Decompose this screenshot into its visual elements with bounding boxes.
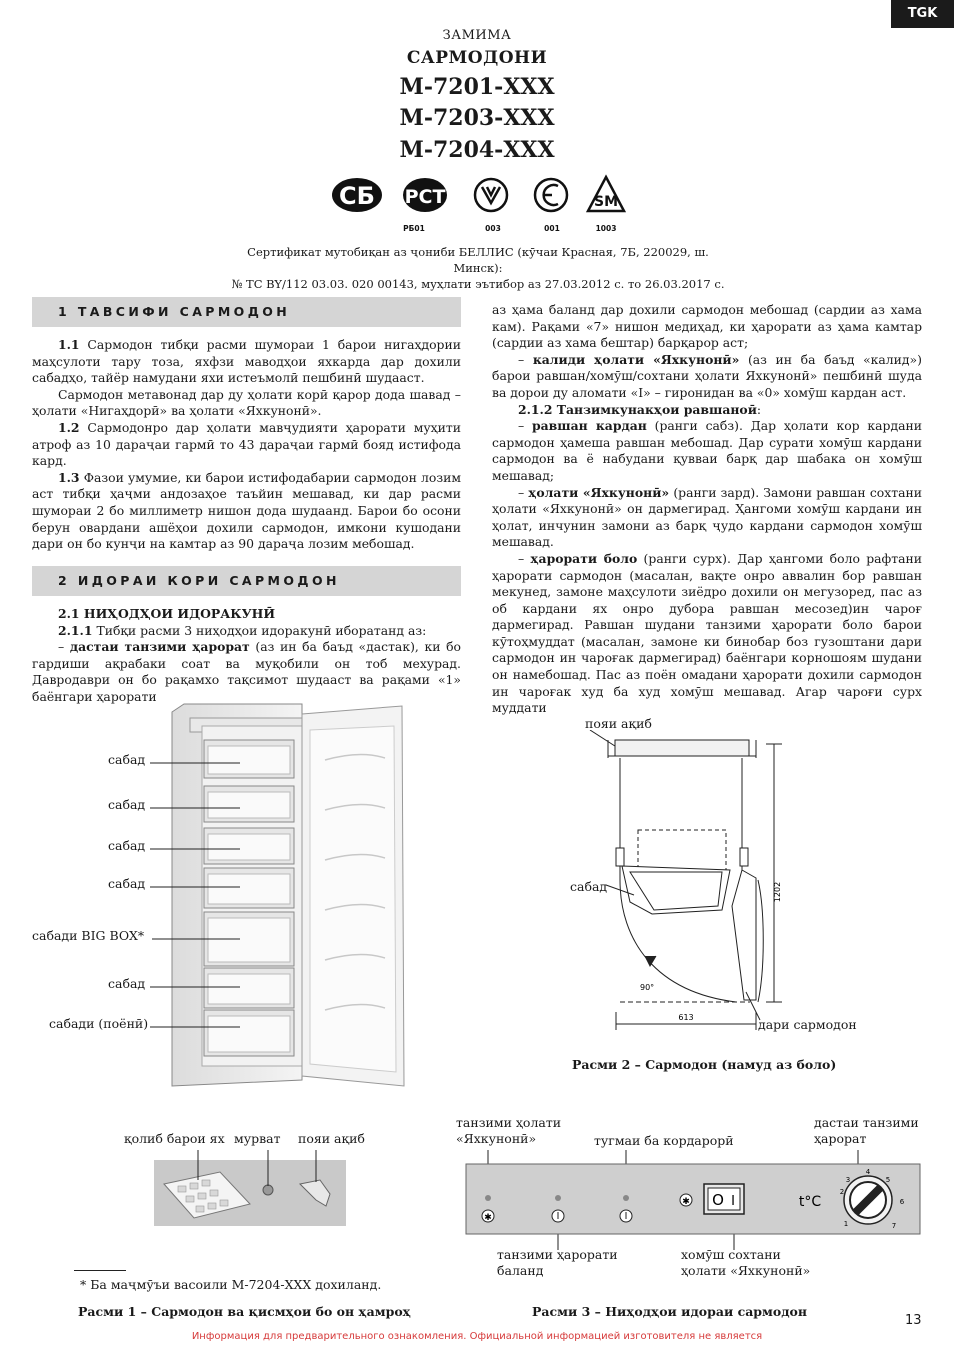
svg-text:O: O xyxy=(712,1191,724,1209)
model-2: М-7203-ХХХ xyxy=(399,105,555,131)
svg-text:I: I xyxy=(731,1194,735,1209)
accessories-illustration xyxy=(150,1150,350,1230)
svg-text:SM: SM xyxy=(593,194,619,210)
fig1-label-bottom-basket: сабади (поёнӣ) xyxy=(49,1016,149,1031)
sm-mark xyxy=(588,177,624,211)
paragraph: 2.1.1 Тибқи расми 3 ниҳодҳои идоракунӣ иборатанд аз: xyxy=(58,622,427,638)
top-view-drawing xyxy=(570,730,810,1030)
svg-text:5: 5 xyxy=(885,1176,891,1184)
svg-text:6: 6 xyxy=(899,1198,905,1206)
fig1-label-basket-4: сабад xyxy=(108,876,146,891)
figure-1-caption: Расми 1 – Сармодон ва қисмҳои бо он ҳамроҳ xyxy=(78,1304,411,1319)
fig1-label-nut: мурват xyxy=(234,1131,281,1146)
figure-3-caption: Расми 3 – Ниҳодҳои идораи сармодон xyxy=(532,1304,808,1319)
freezer-illustration xyxy=(150,700,410,1090)
fig3-label-high-temp: танзими ҳарорати баланд xyxy=(497,1247,618,1278)
product-title: САРМОДОНИ xyxy=(406,48,548,68)
footnote: * Ба маҷмӯъи васоили М-7204-ХХХ дохиланд. xyxy=(80,1277,382,1292)
subsection-heading: 2.1.2 Танзимкунакҳои равшаноӣ: xyxy=(518,401,762,417)
nut-icon xyxy=(263,1185,273,1195)
svg-text:РСТ: РСТ xyxy=(404,186,446,208)
fig1-label-ice-tray: қолиб барои ях xyxy=(124,1131,225,1146)
fig1-label-basket-3: сабад xyxy=(108,838,146,853)
right-column-body xyxy=(492,302,922,717)
bullet-item: – равшан кардан (ранги сабз). Дар ҳолати кор кардани сармодон ҳамеша равшан мебошад. Дар сурати хомӯш кардани сармодон ва ё набудани қувваи барқ дар шабака он хомӯш мешавад; xyxy=(492,418,922,483)
logo-code-3: 001 xyxy=(544,224,560,233)
appendix-label: ЗАМИМА xyxy=(442,28,512,43)
svg-text:СБ: СБ xyxy=(339,182,375,210)
svg-text:✱: ✱ xyxy=(484,1213,492,1223)
svg-text:7: 7 xyxy=(891,1222,897,1230)
page-number: 13 xyxy=(905,1313,922,1328)
fig2-dim-width: 613 xyxy=(678,1013,694,1022)
language-tag: TGK xyxy=(891,0,954,28)
section-1-title: 1 ТАВСИФИ САРМОДОН xyxy=(32,297,461,327)
fig1-label-basket-2: сабад xyxy=(108,797,146,812)
logo-code-2: 003 xyxy=(485,224,501,233)
paragraph: Сармодон метавонад дар ду ҳолати корӣ қарор дода шавад – ҳолати «Нигаҳдорӣ» ва ҳолати «Яхкунонӣ». xyxy=(32,386,461,419)
footer-disclaimer: Информация для предварительного ознакомления. Официальной информацией изготовителя не является xyxy=(191,1331,763,1342)
model-3: М-7204-ХХХ xyxy=(399,137,555,163)
certificate-line-2: № ТС BY/112 03.03. 020 00143, муҳлати эътибор аз 27.03.2012 с. то 26.03.2017 с. xyxy=(231,277,725,291)
fig3-label-thermostat-handle: дастаи танзими ҳарорат xyxy=(814,1115,919,1146)
eac-mark-001 xyxy=(535,179,567,211)
temperature-symbol: t°C xyxy=(798,1194,822,1210)
fig2-label-back-leg: пояи ақиб xyxy=(585,716,652,731)
certification-logos xyxy=(330,173,630,233)
fig1-label-basket-1: сабад xyxy=(108,752,146,767)
section-2-title: 2 ИДОРАИ КОРИ САРМОДОН xyxy=(32,566,461,596)
bullet-item: – дастаи танзими ҳарорат (аз ин ба баъд «дастак), ки бо гардиши ақрабаки соат ва муқобили он тоб мехурад. Давродаври он бо рақамхо тақсимот шудааст ва рақами «1» баёнгари ҳарорати xyxy=(32,639,461,704)
eac-mark-003 xyxy=(475,179,507,211)
fig3-label-freeze-mode: танзими ҳолати «Яхкунонӣ» xyxy=(456,1115,562,1146)
section-2-body xyxy=(32,606,461,706)
fig1-label-back-leg: пояи ақиб xyxy=(298,1131,365,1146)
model-1: М-7201-ХХХ xyxy=(399,74,555,100)
footnote-rule xyxy=(74,1270,126,1271)
fig3-label-power: тугмаи ба кордарорӣ xyxy=(594,1133,734,1148)
fig1-label-basket-5: сабад xyxy=(108,976,146,991)
fig2-label-door: дари сармодон xyxy=(758,1017,857,1032)
fig2-label-basket: сабад xyxy=(570,879,608,894)
logo-code-1: РБ01 xyxy=(403,224,425,233)
fig1-label-big-box: сабади BIG BOX* xyxy=(32,928,145,943)
svg-text:1: 1 xyxy=(843,1220,849,1228)
section-1-body xyxy=(32,337,461,553)
svg-text:✱: ✱ xyxy=(682,1197,690,1207)
certificate-line-1: Сертификат мутобиқан аз ҷониби БЕЛЛИС (кӯчаи Красная, 7Б, 220029, ш. Минск): xyxy=(247,245,709,275)
paragraph: 1.1 Сармодон тибқи расми шумораи 1 барои нигаҳдории маҳсулоти тару тоза, яхфзи маводҳои яхкарда дар дохили сабадҳо, тайёр намудани яхи истеъмолӣ пешбинӣ шудааст. xyxy=(32,337,461,386)
rst-logo xyxy=(403,178,447,212)
bullet-item: – калиди ҳолати «Яхкунонӣ» (аз ин ба баъд «калид») барои равшан/хомӯш/сохтани ҳолати Яхкунонӣ» пешбинӣ шуда ва дорои ду аломати «I» – гиронидан ва «0» хомӯш кардан аст. xyxy=(492,351,922,400)
fig2-angle: 90° xyxy=(640,983,655,992)
control-panel-drawing xyxy=(462,1150,924,1250)
logo-code-4: 1003 xyxy=(595,224,617,233)
fig2-dim-height: 1202 xyxy=(773,881,782,903)
svg-text:2: 2 xyxy=(839,1188,845,1196)
stb-logo xyxy=(332,178,382,212)
fig3-label-freeze-switch: хомӯш сохтани ҳолати «Яхкунонӣ» xyxy=(681,1247,811,1278)
bullet-item: – ҳарорати боло (ранги сурх). Дар ҳангоми боло рафтани ҳарорати сармодон (масалан, вақте онро аввалин бор равшан мекунед, замоне маҳсулоти зиёдро дохили он мегузоред, пас аз об кардани ях онро дубора равшан месозед)ин чароғ дармегирад. Равшан шудани танзими ҳарорати боло барои кӯтоҳмуддат (масалан, замоне ки бинобар боз гузоштани дари сармодон ин чароғак дармегирад) баёнгари корношоям шудани он намебошад. Пас аз поён омадани ҳарорати дохили сармодон ин чароғак худ ба худ хомӯш мешавад. Агар чароғи сурх муддати xyxy=(492,550,923,716)
figure-2-caption: Расми 2 – Сармодон (намуд аз боло) xyxy=(572,1057,837,1072)
bullet-item: – ҳолати «Яхкунонӣ» (ранги зард). Замони равшан сохтани ҳолати «Яхкунонӣ» он дармегирад. Ҳангоми хомӯш кардани ин ҳолат, инчунин замони аз барқ ҷудо кардани сармодон хомӯш мешавад. xyxy=(492,484,922,550)
paragraph: 1.3 Фазои умумие, ки барои истифодабарии сармодон лозим аст тибқи ҳаҷми андозаҳое таъйин мешавад, ки дар расми шумораи 2 бо миллиметр нишон дода шудаанд. Барои бо осони берун овардани ашёҳои дохили сармодон, имкони кушодани дари он бо кунҷи на камтар аз 90 дараҷа лозим мебошад. xyxy=(32,469,461,552)
subsection-heading: 2.1 НИҲОДҲОИ ИДОРАКУНӢ xyxy=(58,606,276,621)
paragraph: 1.2 Сармодонро дар ҳолати мавҷудияти ҳарорати муҳити атроф аз 10 дараҷаи гармӣ то 43 дараҷаи гармӣ бояд истифода кард. xyxy=(32,419,461,469)
svg-text:4: 4 xyxy=(865,1168,871,1176)
svg-text:3: 3 xyxy=(845,1176,851,1184)
certificate-text xyxy=(228,244,728,292)
paragraph: аз ҳама баланд дар дохили сармодон мебошад (сардии аз хама кам). Рақами «7» нишон медиҳад, ки ҳарорати аз ҳама камтар (сардии аз хама бештар) барқарор аст; xyxy=(492,302,922,351)
